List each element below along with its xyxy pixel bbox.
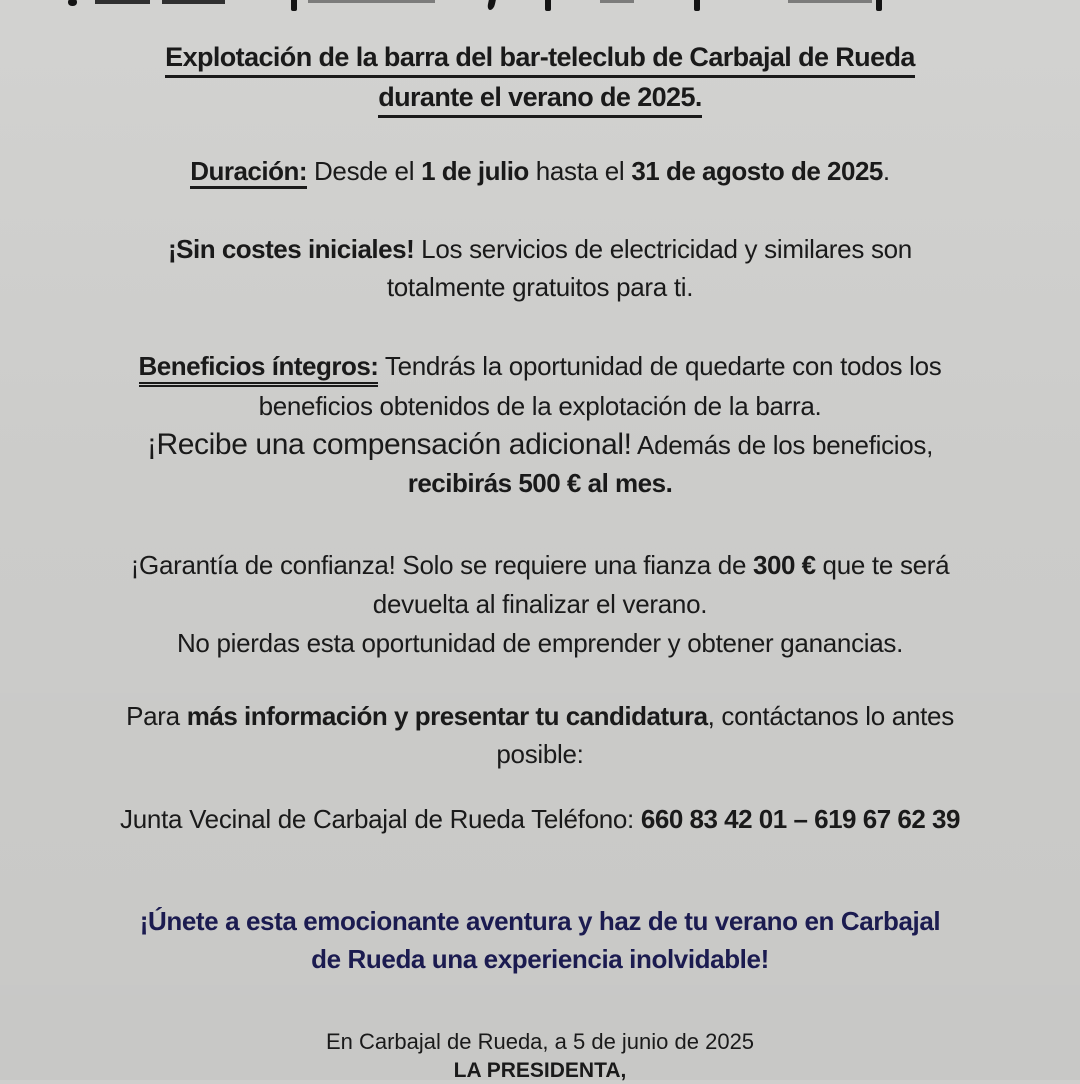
compensation-amount: recibirás 500 € al mes. xyxy=(407,468,673,498)
duration-text-1: Desde el xyxy=(307,156,422,186)
closing-line-2: de Rueda una experiencia inolvidable! xyxy=(311,944,769,974)
text-fragment xyxy=(162,0,225,4)
no-costs-highlight: ¡Sin costes iniciales! xyxy=(168,234,415,264)
duration-line xyxy=(40,152,1040,190)
contact-text-3: posible: xyxy=(496,739,584,769)
guarantee-text-4: No pierdas esta oportunidad de emprender y obtener ganancias. xyxy=(176,628,904,658)
closing-line-1: ¡Únete a esta emocionante aventura y haz de tu verano en Carbajal xyxy=(139,906,941,936)
page-title xyxy=(40,38,1040,118)
contact-text-1: Para xyxy=(126,701,187,731)
full-benefits xyxy=(40,347,1040,425)
title-line-2: durante el verano de 2025. xyxy=(378,80,702,118)
phone-numbers: 660 83 42 01 – 619 67 62 39 xyxy=(640,804,960,834)
duration-label: Duración: xyxy=(190,156,307,189)
compensation-highlight: ¡Recibe una compensación adicional! xyxy=(146,428,632,461)
no-costs-text-1: Los servicios de electricidad y similares son xyxy=(414,234,912,264)
text-fragment xyxy=(876,0,882,11)
duration-text-2: hasta el xyxy=(528,156,632,186)
benefits-text-1: Tendrás la oportunidad de quedarte con todos los xyxy=(378,351,942,381)
benefits-text-2: beneficios obtenidos de la explotación de la barra. xyxy=(258,391,822,421)
signature-role-text: LA PRESIDENTA, xyxy=(453,1059,627,1082)
extra-compensation xyxy=(40,426,1040,502)
guarantee-text-2: que te será xyxy=(815,550,950,580)
compensation-text-1: Además de los beneficios, xyxy=(631,430,934,460)
closing-callout xyxy=(40,902,1040,978)
benefits-label: Beneficios íntegros: xyxy=(139,351,379,387)
contact-info xyxy=(40,697,1040,773)
text-fragment xyxy=(545,0,551,11)
phone-label: Junta Vecinal de Carbajal de Rueda Teléfono: xyxy=(120,804,641,834)
text-fragment xyxy=(788,0,872,3)
contact-highlight: más información y presentar tu candidatura xyxy=(186,701,708,731)
text-fragment xyxy=(308,0,435,3)
date-place xyxy=(40,1028,1040,1056)
date-place-text: En Carbajal de Rueda, a 5 de junio de 2025 xyxy=(325,1029,755,1054)
text-fragment xyxy=(600,0,634,3)
title-line-1: Explotación de la barra del bar-teleclub de Carbajal de Rueda xyxy=(165,40,915,78)
guarantee-text-3: devuelta al finalizar el verano. xyxy=(372,589,708,619)
text-fragment xyxy=(291,0,297,11)
signature-role xyxy=(40,1058,1040,1084)
duration-end-date: 31 de agosto de 2025 xyxy=(631,156,883,186)
duration-start-date: 1 de julio xyxy=(421,156,529,186)
text-fragment xyxy=(487,0,497,10)
duration-text-3: . xyxy=(882,156,890,186)
trust-guarantee xyxy=(40,546,1040,663)
guarantee-text-1: ¡Garantía de confianza! Solo se requiere una fianza de xyxy=(130,550,754,580)
text-fragment xyxy=(68,0,77,6)
guarantee-deposit-amount: 300 € xyxy=(753,550,816,580)
phone-line xyxy=(20,800,1060,838)
no-initial-costs xyxy=(40,230,1040,306)
no-costs-text-2: totalmente gratuitos para ti. xyxy=(386,272,694,302)
text-fragment xyxy=(694,0,700,11)
text-fragment xyxy=(95,0,150,4)
contact-text-2: , contáctanos lo antes xyxy=(707,701,954,731)
